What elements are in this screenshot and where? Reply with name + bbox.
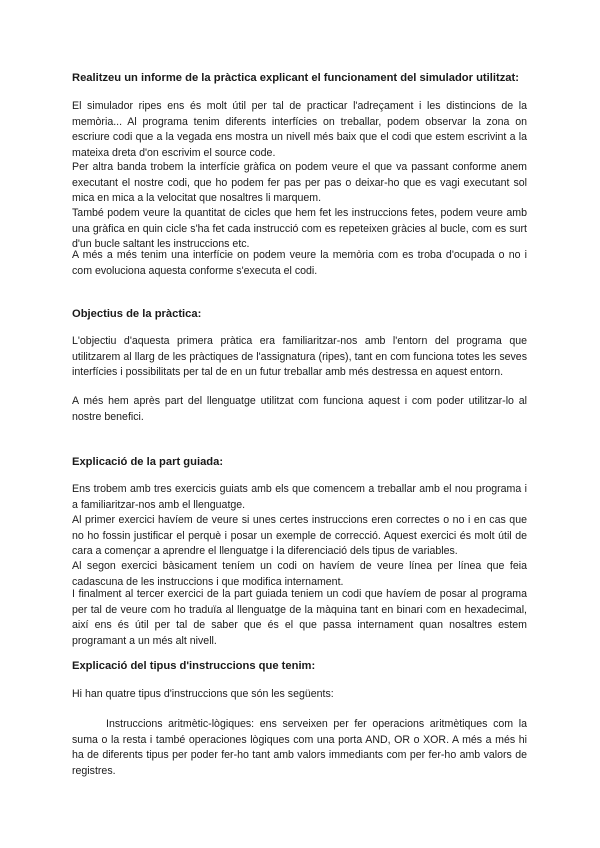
section-heading-objectius: Objectius de la pràctica:: [72, 308, 202, 320]
paragraph-primer-exercici: Al primer exercici havíem de veure si unes certes instruccions eren correctes o no i en cas que no ho fossin justificar el perquè i posar un exemple de correcció. Aquest exercici és molt útil de cara a començar a aprendre el llenguatge i la diferenciació dels tipus de variables.: [72, 514, 527, 558]
paragraph-tercer-exercici: I finalment al tercer exercici de la part guiada teniem un codi que havíem de posar al programa per tal de veure com ho traduïa al llenguatge de la màquina tant en binari com en hexadecimal, així ens és útil per tal de saber que és el que passa internament quan nosaltres estem programant a un més alt nivell.: [72, 588, 527, 648]
paragraph-cicles: També podem veure la quantitat de cicles que hem fet les instruccions fetes, podem veure amb una gràfica en quin cicle s'ha fet cada instrucció com es repeteixen gràcies al bucle, com es surt d'un bucle saltant les instruccions etc.: [72, 207, 527, 251]
paragraph-simulador: El simulador ripes ens és molt útil per tal de practicar l'adreçament i les distincions de la memòria... Al programa tenim diferents interfícies on treballar, podem observar la zona on escriure codi que a la vegada ens mostra un nivell més baix que el codi que estem escrivint a la mateixa dreta d'on escrivim el source code.: [72, 100, 527, 160]
paragraph-objectiu: L'objectiu d'aquesta primera pràtica era familiaritzar-nos amb l'entorn del programa que utilitzarem al llarg de les pràctiques de l'assignatura (ripes), tant en com funciona totes les seves interfícies i possibilitats per tal de en un futur treballar amb més destressa en aquest entorn.: [72, 335, 527, 379]
section-heading-informe: Realitzeu un informe de la pràctica explicant el funcionament del simulador utilitzat:: [72, 72, 519, 84]
paragraph-exercicis-guiats: Ens trobem amb tres exercicis guiats amb els que comencem a treballar amb el nou programa i a familiaritzar-nos amb el llenguatge.: [72, 483, 527, 511]
paragraph-aritmetic-logiques: Instruccions aritmètic-lògiques: ens serveixen per fer operacions aritmètiques com la suma o la resta i també operaciones lògiques com una porta AND, OR o XOR. A més a més hi ha de diferents tipus per poder fer-ho tant amb valors immediants com per fer-ho amb valors de registres.: [72, 718, 527, 778]
section-heading-tipus-instruccions: Explicació del tipus d'instruccions que tenim:: [72, 660, 316, 672]
paragraph-interficie-grafica: Per altra banda trobem la interfície gràfica on podem veure el que va passant conforme anem executant el nostre codi, que ho podem fer pas per pas o deixar-ho que es vagi executant sol mica en mica a la velocitat que nosaltres li marquem.: [72, 161, 527, 205]
paragraph-llenguatge: A més hem après part del llenguatge utilitzat com funciona aquest i com poder utilitzar-lo al nostre benefici.: [72, 395, 527, 423]
paragraph-memoria: A més a més tenim una interfície on podem veure la memòria com es troba d'ocupada o no i com evoluciona aquesta conforme s'executa el codi.: [72, 249, 527, 277]
paragraph-segon-exercici: Al segon exercici bàsicament teníem un codi on havíem de veure línea per línea que feia cadascuna de les instruccions i que modifica internament.: [72, 560, 527, 588]
paragraph-quatre-tipus: Hi han quatre tipus d'instruccions que són les següents:: [72, 688, 334, 700]
section-heading-part-guiada: Explicació de la part guiada:: [72, 456, 224, 468]
